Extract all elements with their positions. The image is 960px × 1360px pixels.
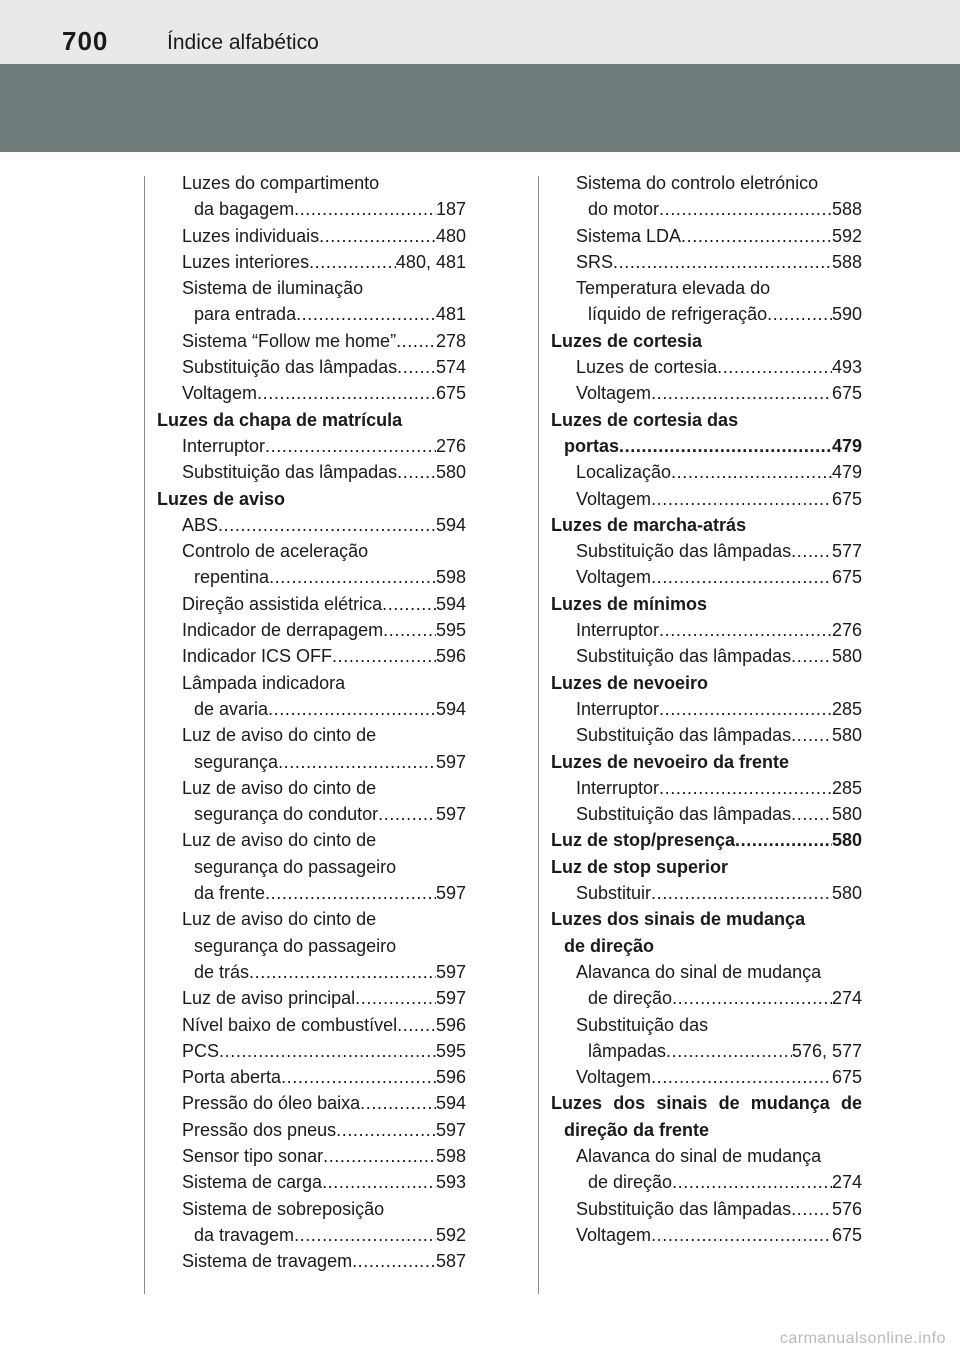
entry-term: Voltagem <box>576 383 652 404</box>
index-entry <box>157 1196 466 1222</box>
dot-leader <box>294 196 436 222</box>
entry-term: da travagem <box>194 1224 295 1245</box>
dot-leader <box>249 959 436 985</box>
dot-leader <box>352 1248 436 1274</box>
index-entry <box>157 249 466 275</box>
index-entry <box>157 1169 466 1195</box>
dot-leader <box>791 538 832 564</box>
page-reference: 580 <box>831 883 862 904</box>
dot-leader <box>659 196 832 222</box>
entry-term: portas <box>564 435 620 456</box>
dot-leader <box>651 380 832 406</box>
entry-term: Substituição das lâmpadas <box>576 725 792 746</box>
page-reference: 597 <box>435 1119 466 1140</box>
entry-term: Luz de aviso do cinto de <box>182 830 377 851</box>
entry-term: de direção <box>588 1172 673 1193</box>
entry-term: Luzes de cortesia das <box>551 409 739 430</box>
index-heading <box>551 854 862 880</box>
index-entry <box>551 959 862 985</box>
index-entry <box>157 722 466 748</box>
entry-term: Sistema “Follow me home” <box>182 330 397 351</box>
entry-term: Luzes de aviso <box>157 488 286 509</box>
index-entry <box>157 749 466 775</box>
page-reference: 588 <box>831 251 862 272</box>
dot-leader <box>323 1143 436 1169</box>
entry-word: Luzes <box>551 1093 603 1114</box>
entry-word: dos <box>613 1093 646 1114</box>
page-reference: 592 <box>831 225 862 246</box>
entry-term: segurança <box>194 751 279 772</box>
index-entry <box>157 223 466 249</box>
entry-term: direção da frente <box>564 1119 710 1140</box>
index-heading <box>551 433 862 459</box>
dot-leader <box>269 564 436 590</box>
index-entry <box>157 1248 466 1274</box>
page-reference: 278 <box>435 330 466 351</box>
section-title: Índice alfabético <box>167 31 319 54</box>
dot-leader <box>767 301 832 327</box>
index-heading <box>551 827 862 853</box>
index-heading <box>551 933 862 959</box>
entry-term: segurança do condutor <box>194 804 379 825</box>
index-entry <box>551 1038 862 1064</box>
index-entry <box>157 538 466 564</box>
index-entry <box>551 249 862 275</box>
index-entry <box>551 696 862 722</box>
entry-term: Luz de aviso do cinto de <box>182 725 377 746</box>
page-reference: 580 <box>435 462 466 483</box>
dot-leader <box>296 301 436 327</box>
dot-leader <box>651 564 832 590</box>
entry-term: Nível baixo de combustível <box>182 1014 398 1035</box>
dot-leader <box>360 1090 436 1116</box>
entry-term: Substituição das lâmpadas <box>182 462 398 483</box>
index-column-right <box>551 170 862 1248</box>
index-entry <box>551 1143 862 1169</box>
page-reference: 597 <box>435 961 466 982</box>
page-reference: 594 <box>435 514 466 535</box>
entry-term: Interruptor <box>576 698 660 719</box>
entry-term: ABS <box>182 514 219 535</box>
dot-leader <box>613 249 832 275</box>
entry-word: de <box>718 1093 740 1114</box>
page-reference: 580 <box>831 804 862 825</box>
dot-leader <box>383 617 436 643</box>
dot-leader <box>659 617 832 643</box>
index-entry <box>157 617 466 643</box>
page-reference: 593 <box>435 1172 466 1193</box>
page-reference: 576 <box>831 1198 862 1219</box>
dot-leader <box>309 249 396 275</box>
header-band <box>0 64 960 152</box>
entry-term: Sistema do controlo eletrónico <box>576 173 819 193</box>
index-entry <box>551 223 862 249</box>
dot-leader <box>382 591 436 617</box>
entry-term: Alavanca do sinal de mudança <box>576 1145 822 1166</box>
index-heading <box>551 328 862 354</box>
dot-leader <box>218 512 436 538</box>
index-heading <box>551 1090 862 1116</box>
entry-term: Substituição das <box>576 1014 709 1035</box>
page-reference: 276 <box>831 620 862 641</box>
entry-term: Lâmpada indicadora <box>182 672 346 693</box>
entry-term: Substituir <box>576 883 652 904</box>
page-reference: 597 <box>435 988 466 1009</box>
page-reference: 675 <box>831 488 862 509</box>
index-entry <box>157 433 466 459</box>
index-entry <box>551 275 862 301</box>
entry-term: Luz de stop/presença <box>551 830 736 851</box>
index-entry <box>157 1222 466 1248</box>
dot-leader <box>791 643 832 669</box>
page-reference: 675 <box>831 383 862 404</box>
page-reference: 598 <box>435 1145 466 1166</box>
entry-term: Substituição das lâmpadas <box>576 646 792 667</box>
entry-term: Luzes dos sinais de mudança <box>551 909 806 930</box>
entry-term: Luzes de mínimos <box>551 593 708 614</box>
page-reference: 590 <box>831 304 862 325</box>
entry-term: Sistema de carga <box>182 1172 323 1193</box>
index-entry <box>551 1169 862 1195</box>
page-reference: 576, 577 <box>791 1040 862 1061</box>
entry-word: de <box>840 1093 862 1114</box>
page-reference: 596 <box>435 1014 466 1035</box>
index-entry <box>157 933 466 959</box>
page-reference: 577 <box>831 541 862 562</box>
dot-leader <box>397 354 436 380</box>
entry-term: Sistema de travagem <box>182 1251 353 1272</box>
entry-term: Luzes de cortesia <box>551 330 703 351</box>
index-entry <box>157 696 466 722</box>
index-entry <box>157 880 466 906</box>
index-entry <box>551 617 862 643</box>
dot-leader <box>659 696 832 722</box>
entry-term: Luzes de cortesia <box>576 357 718 378</box>
index-entry <box>157 643 466 669</box>
index-heading <box>551 906 862 932</box>
entry-term: Substituição das lâmpadas <box>576 541 792 562</box>
entry-term: para entrada <box>194 304 297 325</box>
index-entry <box>157 985 466 1011</box>
index-entry <box>551 354 862 380</box>
index-heading <box>551 512 862 538</box>
index-column-left <box>157 170 466 1274</box>
index-entry <box>551 643 862 669</box>
page-reference: 493 <box>831 357 862 378</box>
entry-term: Direção assistida elétrica <box>182 593 383 614</box>
index-entry <box>157 854 466 880</box>
index-entry <box>157 775 466 801</box>
index-entry <box>157 512 466 538</box>
entry-term: de avaria <box>194 698 269 719</box>
index-entry <box>551 775 862 801</box>
page-reference: 274 <box>831 1172 862 1193</box>
entry-term: de direção <box>588 988 673 1009</box>
index-entry <box>551 301 862 327</box>
dot-leader <box>332 643 436 669</box>
dot-leader <box>355 985 436 1011</box>
page-reference: 480 <box>435 225 466 246</box>
dot-leader <box>265 433 436 459</box>
index-entry <box>157 906 466 932</box>
left-column-rule <box>144 176 145 1294</box>
dot-leader <box>396 328 436 354</box>
entry-term: Luzes de nevoeiro da frente <box>551 751 790 772</box>
index-entry <box>157 564 466 590</box>
entry-term: Substituição das lâmpadas <box>576 804 792 825</box>
dot-leader <box>619 433 832 459</box>
dot-leader <box>659 775 832 801</box>
entry-term: Sistema de sobreposição <box>182 1198 385 1219</box>
dot-leader <box>397 1012 436 1038</box>
entry-term: da bagagem <box>194 199 295 220</box>
index-entry <box>551 985 862 1011</box>
page-reference: 594 <box>435 593 466 614</box>
dot-leader <box>336 1117 436 1143</box>
page-reference: 596 <box>435 646 466 667</box>
dot-leader <box>281 1064 436 1090</box>
entry-term: da frente <box>194 883 266 904</box>
entry-term: Pressão do óleo baixa <box>182 1093 361 1114</box>
entry-term: Voltagem <box>576 567 652 588</box>
dot-leader <box>651 1222 832 1248</box>
page-reference: 479 <box>831 435 862 456</box>
page-reference: 480, 481 <box>395 251 466 272</box>
index-entry <box>551 459 862 485</box>
index-entry <box>157 328 466 354</box>
entry-term: Interruptor <box>576 620 660 641</box>
index-entry <box>157 1012 466 1038</box>
index-entry <box>157 196 466 222</box>
index-entry <box>157 354 466 380</box>
dot-leader <box>666 1038 792 1064</box>
dot-leader <box>319 223 436 249</box>
dot-leader <box>791 722 832 748</box>
entry-term: Interruptor <box>182 435 266 456</box>
index-heading <box>157 486 466 512</box>
index-heading <box>551 407 862 433</box>
entry-term: Substituição das lâmpadas <box>576 1198 792 1219</box>
entry-term: Temperatura elevada do <box>576 278 771 299</box>
entry-term: Porta aberta <box>182 1067 282 1088</box>
dot-leader <box>671 459 832 485</box>
index-entry <box>551 170 862 196</box>
entry-word: sinais <box>656 1093 708 1114</box>
page-reference: 588 <box>831 199 862 220</box>
page-number: 700 <box>62 26 109 56</box>
index-entry <box>551 564 862 590</box>
page-reference: 594 <box>435 1093 466 1114</box>
entry-term: Sistema de iluminação <box>182 278 364 299</box>
entry-term: Luzes interiores <box>182 251 310 272</box>
index-entry <box>157 801 466 827</box>
index-entry <box>551 1064 862 1090</box>
dot-leader <box>735 827 832 853</box>
index-entry <box>157 670 466 696</box>
entry-term: lâmpadas <box>588 1040 667 1061</box>
page-reference: 580 <box>831 646 862 667</box>
page-reference: 597 <box>435 804 466 825</box>
dot-leader <box>791 1196 832 1222</box>
index-entry <box>551 538 862 564</box>
page-reference: 276 <box>435 435 466 456</box>
page-reference: 595 <box>435 620 466 641</box>
entry-term: Indicador de derrapagem <box>182 620 384 641</box>
page-reference: 285 <box>831 698 862 719</box>
entry-term: Luzes de nevoeiro <box>551 672 709 693</box>
entry-term: Luzes da chapa de matrícula <box>157 409 403 430</box>
dot-leader <box>294 1222 436 1248</box>
entry-term: Luz de aviso do cinto de <box>182 777 377 798</box>
page-reference: 481 <box>435 304 466 325</box>
page-reference: 595 <box>435 1040 466 1061</box>
entry-term: Controlo de aceleração <box>182 541 369 562</box>
entry-term: de trás <box>194 961 250 982</box>
index-entry <box>157 1090 466 1116</box>
index-entry <box>551 486 862 512</box>
dot-leader <box>651 880 832 906</box>
dot-leader <box>397 459 436 485</box>
index-entry <box>157 170 466 196</box>
page-reference: 675 <box>831 567 862 588</box>
entry-term: PCS <box>182 1040 220 1061</box>
page-reference: 592 <box>435 1224 466 1245</box>
index-entry <box>157 1038 466 1064</box>
entry-term: Sensor tipo sonar <box>182 1145 324 1166</box>
entry-term: Voltagem <box>576 1224 652 1245</box>
dot-leader <box>268 696 436 722</box>
page-reference: 187 <box>435 199 466 220</box>
page-reference: 675 <box>831 1067 862 1088</box>
dot-leader <box>672 985 832 1011</box>
dot-leader <box>681 223 832 249</box>
watermark: carmanualsonline.info <box>779 1330 946 1347</box>
entry-term: Localização <box>576 462 672 483</box>
entry-term: Voltagem <box>182 383 258 404</box>
right-column-rule <box>538 176 539 1294</box>
index-entry <box>157 827 466 853</box>
entry-term: Luz de stop superior <box>551 856 729 877</box>
index-entry <box>157 591 466 617</box>
entry-term: Voltagem <box>576 488 652 509</box>
entry-term: Luzes do compartimento <box>182 173 380 193</box>
index-entry <box>551 1222 862 1248</box>
index-entry <box>157 1064 466 1090</box>
page-reference: 675 <box>831 1224 862 1245</box>
entry-term: Indicador ICS OFF <box>182 646 333 667</box>
page-reference: 597 <box>435 883 466 904</box>
dot-leader <box>378 801 436 827</box>
dot-leader <box>651 486 832 512</box>
index-entry <box>551 1196 862 1222</box>
index-heading <box>157 407 466 433</box>
index-entry <box>157 1143 466 1169</box>
entry-term: Luz de aviso do cinto de <box>182 909 377 930</box>
index-entry <box>157 959 466 985</box>
index-entry <box>157 459 466 485</box>
index-heading <box>551 591 862 617</box>
entry-term: de direção <box>564 935 655 956</box>
entry-term: segurança do passageiro <box>194 856 397 877</box>
index-entry <box>551 722 862 748</box>
entry-term: Luzes de marcha-atrás <box>551 514 747 535</box>
index-entry <box>551 1012 862 1038</box>
page-reference: 587 <box>435 1251 466 1272</box>
dot-leader <box>717 354 832 380</box>
entry-term: Substituição das lâmpadas <box>182 357 398 378</box>
dot-leader <box>219 1038 436 1064</box>
entry-term: Luz de aviso principal <box>182 988 356 1009</box>
entry-term: segurança do passageiro <box>194 935 397 956</box>
entry-term: líquido de refrigeração <box>588 304 768 325</box>
index-entry <box>551 196 862 222</box>
page-reference: 598 <box>435 567 466 588</box>
entry-word: mudança <box>750 1093 830 1114</box>
index-entry <box>157 275 466 301</box>
page-reference: 574 <box>435 357 466 378</box>
page-reference: 594 <box>435 698 466 719</box>
dot-leader <box>265 880 436 906</box>
dot-leader <box>278 749 436 775</box>
index-heading <box>551 670 862 696</box>
entry-term: repentina <box>194 567 270 588</box>
index-entry <box>157 301 466 327</box>
entry-term: Pressão dos pneus <box>182 1119 337 1140</box>
page-reference: 596 <box>435 1067 466 1088</box>
index-heading <box>551 749 862 775</box>
page-reference: 479 <box>831 462 862 483</box>
entry-term: SRS <box>576 251 614 272</box>
index-entry <box>551 801 862 827</box>
page-reference: 580 <box>831 725 862 746</box>
index-entry <box>551 380 862 406</box>
header-bar <box>0 0 960 64</box>
dot-leader <box>257 380 436 406</box>
page-reference: 597 <box>435 751 466 772</box>
index-entry <box>157 380 466 406</box>
index-entry <box>551 880 862 906</box>
page-reference: 274 <box>831 988 862 1009</box>
page-reference: 285 <box>831 777 862 798</box>
entry-term: Alavanca do sinal de mudança <box>576 961 822 982</box>
index-heading <box>551 1117 862 1143</box>
entry-term: Luzes individuais <box>182 225 320 246</box>
dot-leader <box>322 1169 436 1195</box>
page-reference: 675 <box>435 383 466 404</box>
dot-leader <box>791 801 832 827</box>
dot-leader <box>672 1169 832 1195</box>
index-entry <box>157 1117 466 1143</box>
dot-leader <box>651 1064 832 1090</box>
entry-term: Voltagem <box>576 1067 652 1088</box>
page-reference: 580 <box>831 830 862 851</box>
entry-term: Interruptor <box>576 777 660 798</box>
entry-term: Sistema LDA <box>576 225 682 246</box>
entry-term: do motor <box>588 199 660 220</box>
